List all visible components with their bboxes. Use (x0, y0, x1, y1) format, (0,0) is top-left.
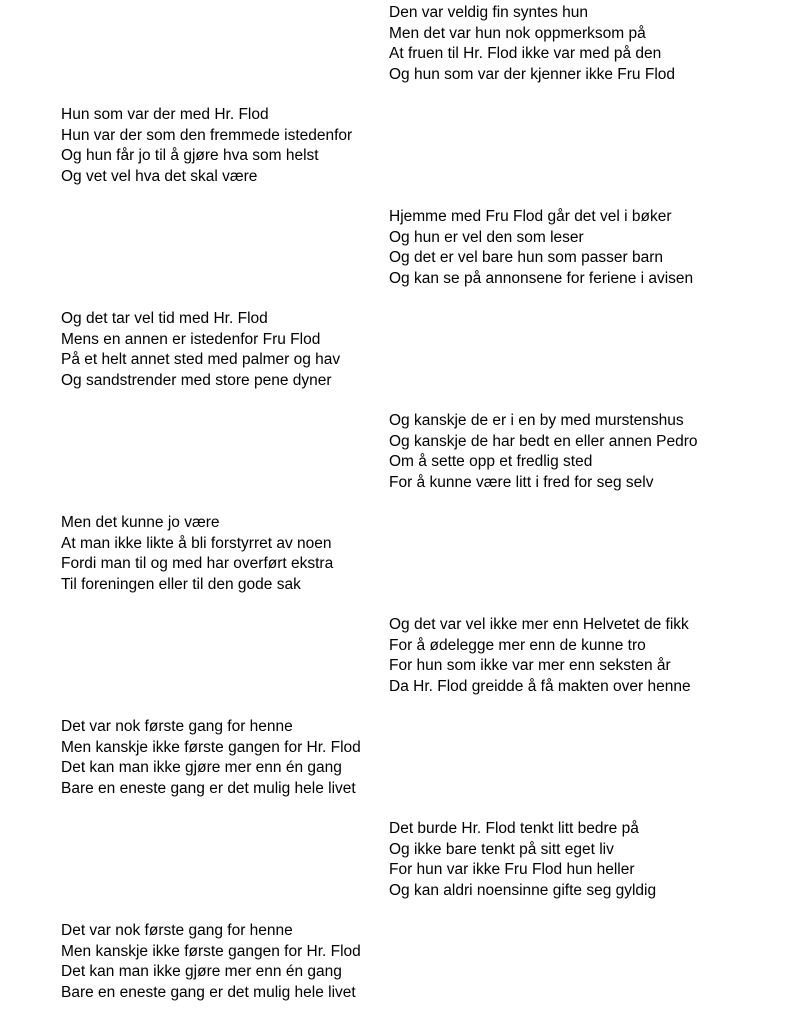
lyric-line: For å ødelegge mer enn de kunne tro (389, 636, 646, 654)
stanza (61, 717, 361, 799)
lyric-line: Men det kunne jo være (61, 514, 220, 531)
lyric-line: Det kan man ikke gjøre mer enn én gang (61, 963, 342, 981)
lyric-line: Hjemme med Fru Flod går det vel i bøker (389, 208, 672, 225)
stanza (61, 513, 333, 595)
lyric-line: Hun som var der med Hr. Flod (61, 106, 269, 123)
lyric-line: Og hun får jo til å gjøre hva som helst (61, 147, 319, 165)
lyric-line: Og kanskje de er i en by med murstenshus (389, 412, 684, 429)
lyric-line: Og kanskje de har bedt en eller annen Pedro (389, 432, 698, 450)
lyric-line: For hun var ikke Fru Flod hun heller (389, 861, 635, 879)
lyric-line: For å kunne være litt i fred for seg selv (389, 473, 654, 491)
lyric-line: Og kan se på annonsene for feriene i avisen (389, 269, 694, 287)
lyric-line: Og hun er vel den som leser (389, 228, 584, 246)
lyric-line: Det var nok første gang for henne (61, 718, 293, 735)
lyric-line: Det kan man ikke gjøre mer enn én gang (61, 759, 342, 777)
lyric-line: Om å sette opp et fredlig sted (389, 453, 593, 471)
lyric-line: Og kan aldri noensinne gifte seg gyldig (389, 881, 657, 899)
lyric-line: Bare en eneste gang er det mulig hele livet (61, 983, 356, 1001)
lyric-line: Mens en annen er istedenfor Fru Flod (61, 330, 321, 348)
lyric-line: Fordi man til og med har overført ekstra (61, 555, 334, 573)
lyric-line: Det var nok første gang for henne (61, 922, 293, 939)
stanza (389, 207, 693, 289)
lyric-line: Til foreningen eller til den gode sak (61, 575, 301, 593)
stanza (389, 411, 698, 493)
stanza (61, 309, 340, 391)
stanza (389, 819, 656, 901)
lyric-line: Det burde Hr. Flod tenkt litt bedre på (389, 820, 639, 837)
lyric-line: Og det er vel bare hun som passer barn (389, 249, 663, 267)
lyric-line: Og det tar vel tid med Hr. Flod (61, 310, 268, 327)
lyric-line: Men kanskje ikke første gangen for Hr. Flod (61, 738, 361, 756)
lyric-line: Da Hr. Flod greidde å få makten over henne (389, 677, 691, 695)
stanza (61, 105, 352, 187)
lyric-line: Og vet vel hva det skal være (61, 167, 258, 185)
stanza (61, 921, 361, 1003)
lyric-line: For hun som ikke var mer enn seksten år (389, 657, 671, 675)
lyric-line: Men kanskje ikke første gangen for Hr. Flod (61, 942, 361, 960)
lyric-line: På et helt annet sted med palmer og hav (61, 351, 341, 369)
lyric-line: Den var veldig fin syntes hun (389, 4, 589, 21)
lyric-line: At fruen til Hr. Flod ikke var med på den (389, 45, 662, 63)
lyric-line: Og sandstrender med store pene dyner (61, 371, 332, 389)
lyric-line: Og ikke bare tenkt på sitt eget liv (389, 840, 614, 858)
stanza (389, 3, 675, 85)
lyric-line: Og hun som var der kjenner ikke Fru Flod (389, 65, 676, 83)
lyric-line: At man ikke likte å bli forstyrret av noen (61, 534, 332, 552)
lyric-line: Og det var vel ikke mer enn Helvetet de fikk (389, 616, 689, 633)
stanza (389, 615, 691, 697)
lyric-line: Hun var der som den fremmede istedenfor (61, 126, 353, 144)
lyric-line: Men det var hun nok oppmerksom på (389, 24, 646, 42)
lyric-line: Bare en eneste gang er det mulig hele livet (61, 779, 356, 797)
